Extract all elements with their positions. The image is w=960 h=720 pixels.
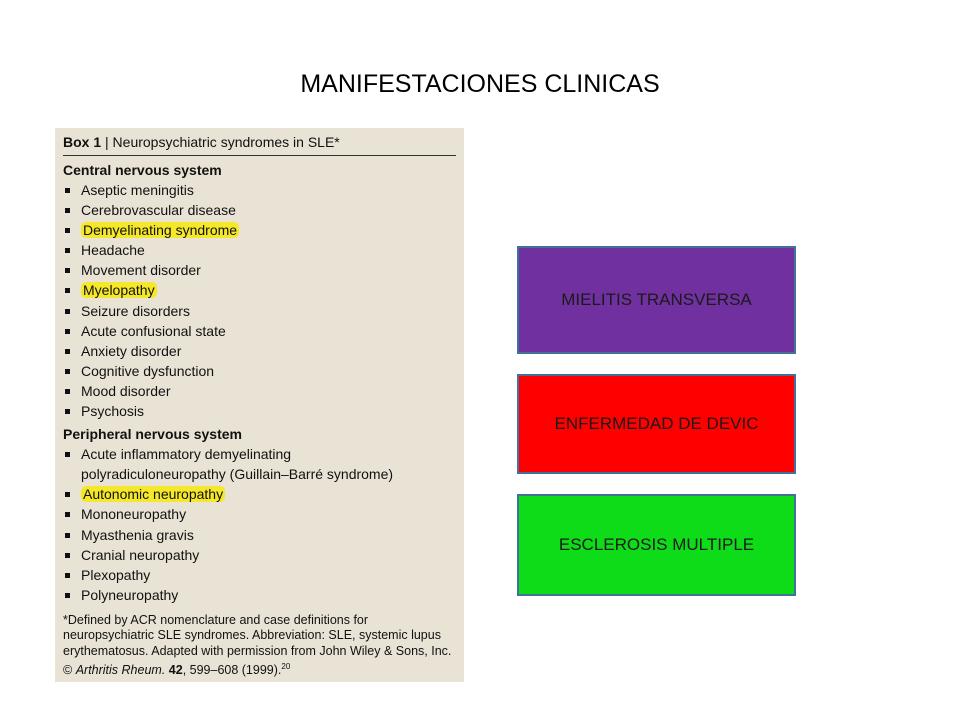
box-label: ESCLEROSIS MULTIPLE [558,535,755,554]
list-item: Plexopathy [63,565,456,585]
list-item: Movement disorder [63,260,456,280]
box-header-separator: | [101,134,113,150]
enfermedad-de-devic-box [517,374,796,474]
esclerosis-multiple-box [517,494,796,596]
footnote-reference: 20 [281,662,291,672]
footnote-pages: , 599–608 (1999). [182,663,282,678]
list-item: Acute confusional state [63,321,456,341]
list-item: Acute inflammatory demyelinating [63,444,456,464]
box-label: ENFERMEDAD DE DEVIC [554,414,759,433]
pns-list [63,444,456,605]
pns-heading: Peripheral nervous system [63,426,242,443]
mielitis-transversa-box [517,246,796,354]
list-item [63,280,456,300]
box-footnote [63,613,456,679]
cns-heading: Central nervous system [63,162,222,178]
footnote-text: *Defined by ACR nomenclature and case definitions for neuropsychiatric SLE syndromes. Abbreviation: SLE, systemic lupus erythematosus. Adapted with permission from John Wiley & Sons, Inc. © [63,612,452,678]
list-item: Myasthenia gravis [63,525,456,545]
list-item: Seizure disorders [63,301,456,321]
footnote-volume: 42 [165,663,183,678]
cns-list [63,180,456,421]
footnote-journal: Arthritis Rheum. [75,663,166,678]
list-item: Anxiety disorder [63,341,456,361]
highlighted-item: Myelopathy [83,282,155,299]
list-item: Headache [63,240,456,260]
box-label: MIELITIS TRANSVERSA [561,290,752,309]
neuropsychiatric-syndromes-box [55,128,464,682]
list-item: Cranial neuropathy [63,545,456,565]
list-item [63,484,456,504]
list-item-continuation: polyradiculoneuropathy (Guillain–Barré syndrome) [81,466,394,483]
list-item: Mononeuropathy [63,504,456,524]
list-item: Aseptic meningitis [63,180,456,200]
box-number: Box 1 [63,134,102,150]
slide-title: MANIFESTACIONES CLINICAS [300,70,660,98]
list-item: Cognitive dysfunction [63,361,456,381]
list-item: Psychosis [63,401,456,421]
highlighted-item: Autonomic neuropathy [83,486,224,503]
list-item: Cerebrovascular disease [63,200,456,220]
box-header [63,134,456,156]
list-item [63,220,456,240]
list-item: Mood disorder [63,381,456,401]
box-header-title: Neuropsychiatric syndromes in SLE* [112,134,340,150]
list-item: Polyneuropathy [63,585,456,605]
highlighted-item: Demyelinating syndrome [83,222,238,239]
